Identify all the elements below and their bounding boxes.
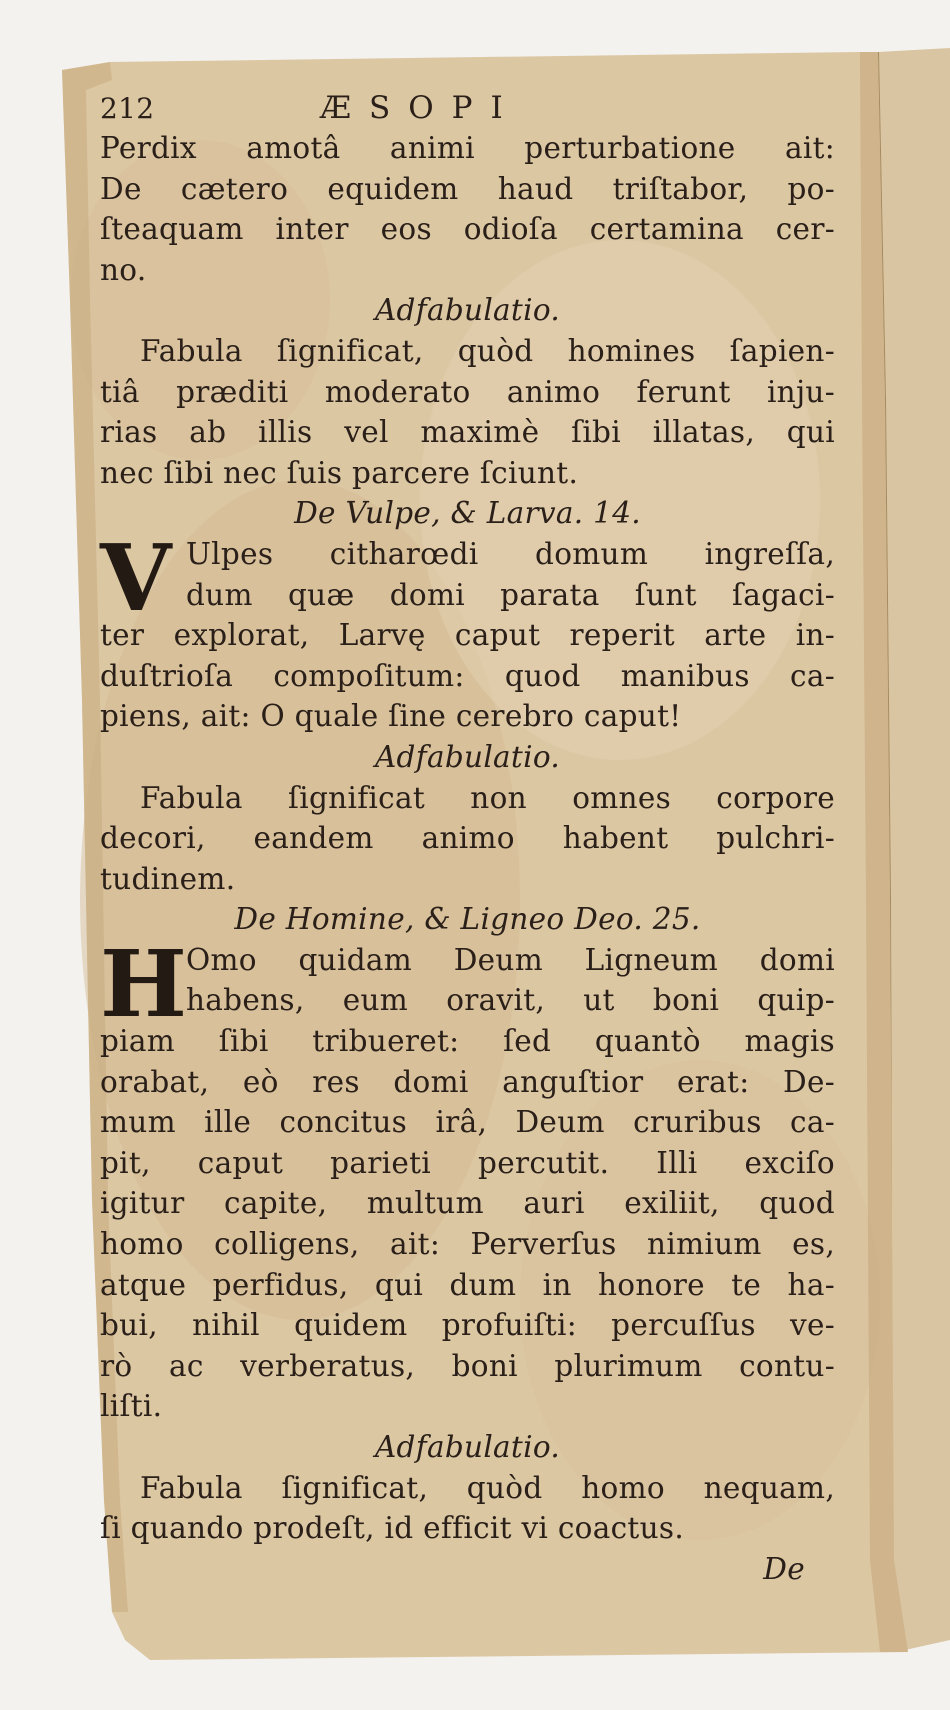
fable-title: De Homine, & Ligneo Deo. 25. [234, 902, 701, 937]
page-text [100, 88, 835, 1589]
fable-homine-ligneo-deo [100, 899, 835, 1549]
moral-heading: Adfabulatio. [374, 739, 561, 774]
text-line: rò ac verberatus, boni plurimum contu- [100, 1348, 835, 1383]
fable-vulpe-larva [100, 493, 835, 899]
text-line: habens, eum oravit, ut boni quip- [186, 983, 835, 1018]
text-line: Omo quidam Deum Ligneum domi [186, 942, 835, 977]
text-line: homo colligens, ait: Perverſus nimium es, [100, 1227, 835, 1262]
text-line: mum ille concitus irâ, Deum cruribus ca- [100, 1105, 835, 1140]
text-line: orabat, eò res domi anguſtior erat: De- [100, 1064, 835, 1099]
running-head: ÆSOPI [320, 90, 521, 126]
text-line: duſtrioſa compoſitum: quod manibus ca- [100, 658, 835, 693]
text-line: liſti. [100, 1389, 163, 1424]
moral-line: Fabula ſignificat non omnes corpore [140, 780, 835, 815]
moral-line: nec ſibi nec ſuis parcere ſciunt. [100, 455, 579, 490]
text-line: atque perfidus, qui dum in honore te ha- [100, 1267, 835, 1302]
text-line: igitur capite, multum auri exiliit, quod [100, 1186, 835, 1221]
moral-line: Fabula ſignificat, quòd homo nequam, [140, 1470, 835, 1505]
text-line: no. [100, 252, 147, 287]
moral-heading: Adfabulatio. [374, 1430, 561, 1464]
text-line: Perdix amotâ animi perturbatione ait: [100, 131, 835, 165]
drop-capital: H [100, 929, 188, 1038]
moral-line: ſi quando prodeſt, id efficit vi coactus. [100, 1511, 684, 1546]
moral-heading: Adfabulatio. [374, 293, 561, 328]
text-line: dum quæ domi parata ſunt ſagaci- [186, 577, 835, 612]
fable-body [100, 929, 835, 1427]
text-line: pit, caput parieti percutit. Illi exciſo [100, 1145, 835, 1180]
catchword: De [763, 1551, 805, 1586]
moral-line: rias ab illis vel maximè ſibi illatas, qui [100, 415, 835, 450]
text-line: bui, nihil quidem profuiſti: percuſſus ve- [100, 1308, 835, 1343]
text-line: De cætero equidem haud triſtabor, po- [100, 171, 835, 206]
fable-13-ending [100, 128, 835, 493]
moral-line: tiâ præditi moderato animo ferunt inju- [100, 374, 835, 409]
page-header [100, 88, 835, 128]
page-number: 212 [100, 92, 155, 125]
drop-capital: V [100, 523, 172, 632]
text-line: piam ſibi tribueret: ſed quantò magis [100, 1024, 835, 1059]
text-line: ter explorat, Larvę caput reperit arte in- [100, 618, 835, 653]
text-line: Ulpes citharœdi domum ingreſſa, [186, 536, 835, 571]
text-line: piens, ait: O quale ſine cerebro caput! [100, 699, 682, 734]
fable-body [100, 523, 835, 737]
moral-line: Fabula ſignificat, quòd homines ſapien- [140, 333, 835, 368]
text-line: ſteaquam inter eos odioſa certamina cer- [100, 212, 835, 247]
moral-line: decori, eandem animo habent pulchri- [100, 821, 835, 856]
moral-line: tudinem. [100, 861, 236, 896]
fable-title: De Vulpe, & Larva. 14. [294, 496, 641, 531]
